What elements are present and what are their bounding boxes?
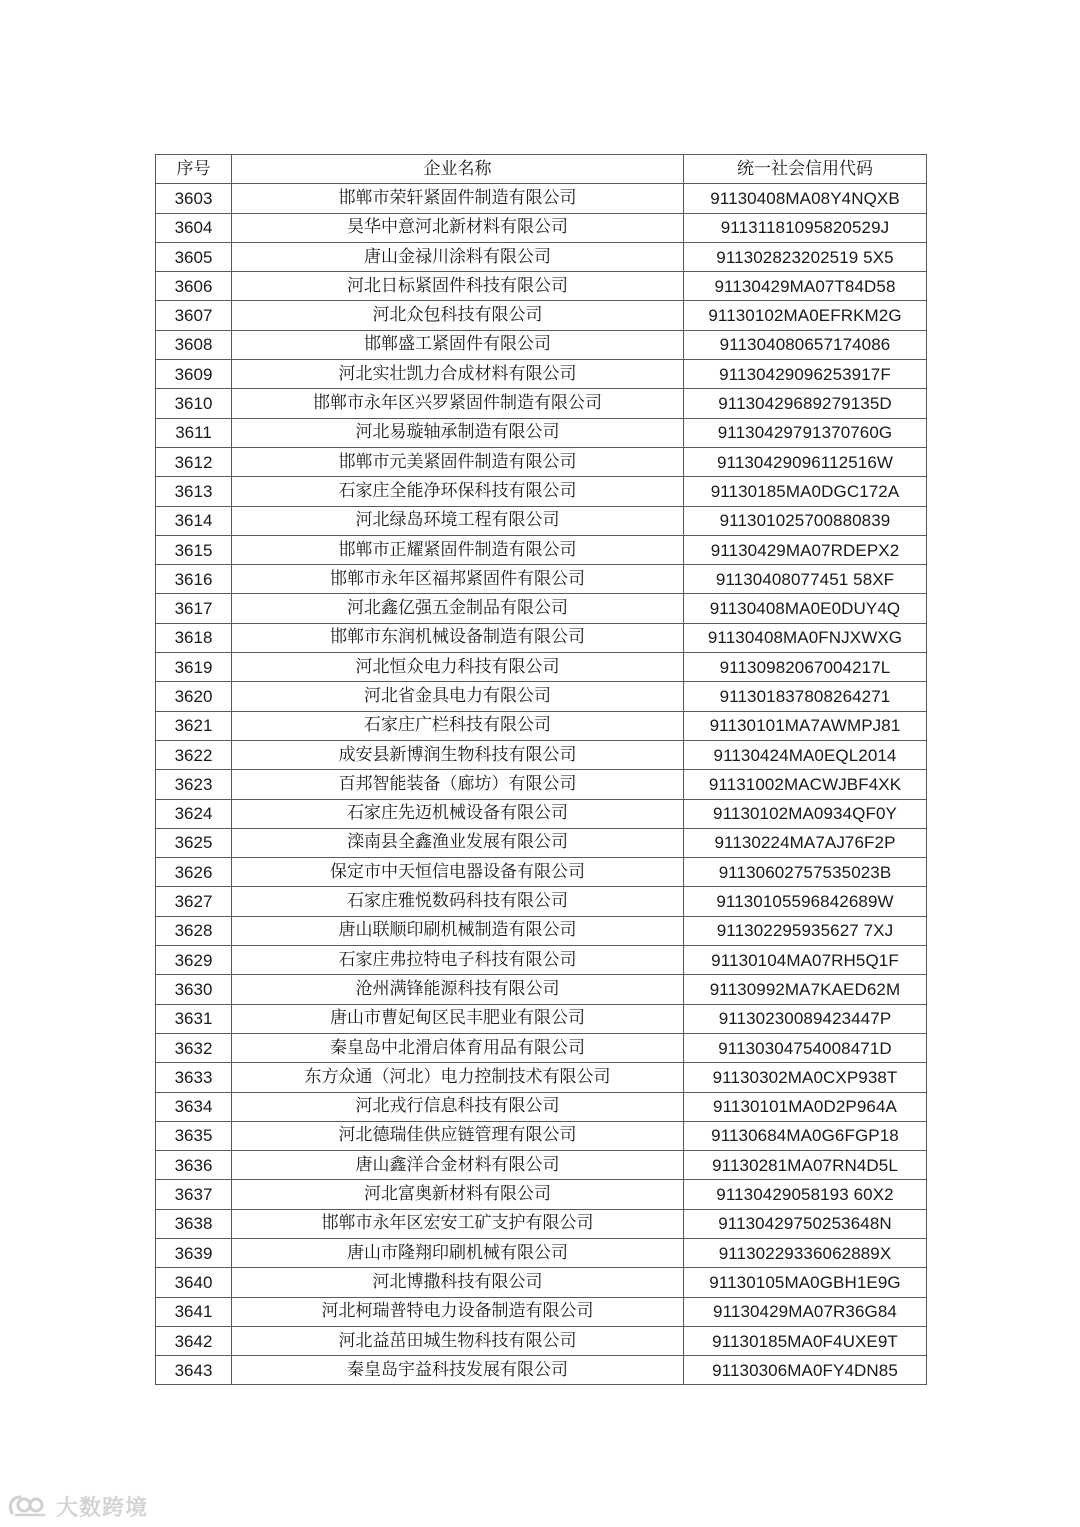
table-row (156, 711, 927, 740)
cell-seq: 3623 (156, 770, 232, 799)
cell-credit-code: 91131002MACWJBF4XK (684, 770, 927, 799)
table-row (156, 330, 927, 359)
table-row (156, 1180, 927, 1209)
cell-credit-code: 91130408MA0E0DUY4Q (684, 594, 927, 623)
cell-seq: 3606 (156, 272, 232, 301)
cell-seq: 3617 (156, 594, 232, 623)
cell-seq: 3607 (156, 301, 232, 330)
cell-company-name: 唐山鑫洋合金材料有限公司 (232, 1151, 684, 1180)
cell-seq: 3612 (156, 447, 232, 476)
cell-credit-code: 91131181095820529J (684, 213, 927, 242)
cell-credit-code: 91130230089423447P (684, 1004, 927, 1033)
cell-company-name: 昊华中意河北新材料有限公司 (232, 213, 684, 242)
cell-seq: 3604 (156, 213, 232, 242)
cell-credit-code: 91130992MA7KAED62M (684, 975, 927, 1004)
cell-company-name: 邯郸市永年区宏安工矿支护有限公司 (232, 1209, 684, 1238)
table-row (156, 418, 927, 447)
cell-company-name: 河北日标紧固件科技有限公司 (232, 272, 684, 301)
cell-credit-code: 91130429096253917F (684, 360, 927, 389)
table-row (156, 213, 927, 242)
cell-credit-code: 91130429689279135D (684, 389, 927, 418)
table-row (156, 887, 927, 916)
table-row (156, 1121, 927, 1150)
cell-company-name: 河北省金具电力有限公司 (232, 682, 684, 711)
cell-credit-code: 91130429791370760G (684, 418, 927, 447)
table-body (156, 184, 927, 1385)
cell-company-name: 河北博撒科技有限公司 (232, 1268, 684, 1297)
table-row (156, 1063, 927, 1092)
cell-company-name: 邯郸市永年区福邦紧固件有限公司 (232, 565, 684, 594)
table-row (156, 272, 927, 301)
cell-company-name: 石家庄广栏科技有限公司 (232, 711, 684, 740)
cell-credit-code: 911302823202519 5X5 (684, 242, 927, 271)
table-header-row (156, 155, 927, 184)
cell-seq: 3627 (156, 887, 232, 916)
cell-seq: 3620 (156, 682, 232, 711)
table-row (156, 975, 927, 1004)
watermark (6, 1488, 148, 1524)
cell-seq: 3629 (156, 946, 232, 975)
cell-company-name: 保定市中天恒信电器设备有限公司 (232, 858, 684, 887)
table-row (156, 360, 927, 389)
cell-seq: 3633 (156, 1063, 232, 1092)
cell-credit-code: 91130408MA0FNJXWXG (684, 623, 927, 652)
cell-company-name: 河北易璇轴承制造有限公司 (232, 418, 684, 447)
cell-seq: 3621 (156, 711, 232, 740)
enterprise-table (155, 154, 927, 1385)
cell-seq: 3628 (156, 916, 232, 945)
cell-credit-code: 91130602757535023B (684, 858, 927, 887)
cell-seq: 3631 (156, 1004, 232, 1033)
cell-company-name: 石家庄全能净环保科技有限公司 (232, 477, 684, 506)
cell-credit-code: 91130229336062889X (684, 1238, 927, 1267)
cell-company-name: 邯郸市正耀紧固件制造有限公司 (232, 535, 684, 564)
header-seq: 序号 (156, 155, 232, 184)
cell-credit-code: 91130429MA07RDEPX2 (684, 535, 927, 564)
table-row (156, 1326, 927, 1355)
table-row (156, 770, 927, 799)
table-row (156, 1033, 927, 1062)
cell-credit-code: 91130102MA0934QF0Y (684, 799, 927, 828)
cell-credit-code: 91130185MA0F4UXE9T (684, 1326, 927, 1355)
cell-credit-code: 91130304754008471D (684, 1033, 927, 1062)
cell-company-name: 石家庄先迈机械设备有限公司 (232, 799, 684, 828)
cell-credit-code: 911301837808264271 (684, 682, 927, 711)
cell-company-name: 唐山联顺印刷机械制造有限公司 (232, 916, 684, 945)
table-row (156, 184, 927, 213)
cell-company-name: 沧州满锋能源科技有限公司 (232, 975, 684, 1004)
cell-company-name: 百邦智能装备（廊坊）有限公司 (232, 770, 684, 799)
table-row (156, 828, 927, 857)
cell-credit-code: 91130224MA7AJ76F2P (684, 828, 927, 857)
cell-company-name: 河北富奥新材料有限公司 (232, 1180, 684, 1209)
cell-company-name: 河北鑫亿强五金制品有限公司 (232, 594, 684, 623)
cell-credit-code: 911302295935627 7XJ (684, 916, 927, 945)
table-row (156, 1268, 927, 1297)
cell-credit-code: 91130185MA0DGC172A (684, 477, 927, 506)
cell-credit-code: 91130408MA08Y4NQXB (684, 184, 927, 213)
cell-seq: 3610 (156, 389, 232, 418)
cell-credit-code: 91130408077451 58XF (684, 565, 927, 594)
table-row (156, 594, 927, 623)
table-row (156, 301, 927, 330)
cell-seq: 3608 (156, 330, 232, 359)
cell-company-name: 滦南县全鑫渔业发展有限公司 (232, 828, 684, 857)
table-row (156, 1092, 927, 1121)
cell-seq: 3626 (156, 858, 232, 887)
cell-credit-code: 91130302MA0CXP938T (684, 1063, 927, 1092)
cell-seq: 3639 (156, 1238, 232, 1267)
cell-credit-code: 91130429096112516W (684, 447, 927, 476)
table-row (156, 799, 927, 828)
cell-seq: 3641 (156, 1297, 232, 1326)
cell-seq: 3605 (156, 242, 232, 271)
table-row (156, 477, 927, 506)
table-row (156, 506, 927, 535)
cell-seq: 3640 (156, 1268, 232, 1297)
table-row (156, 535, 927, 564)
cell-seq: 3609 (156, 360, 232, 389)
cell-company-name: 秦皇岛中北滑启体育用品有限公司 (232, 1033, 684, 1062)
cell-credit-code: 91130982067004217L (684, 653, 927, 682)
cell-company-name: 邯郸市东润机械设备制造有限公司 (232, 623, 684, 652)
cell-credit-code: 911301025700880839 (684, 506, 927, 535)
table-row (156, 946, 927, 975)
cell-company-name: 唐山市隆翔印刷机械有限公司 (232, 1238, 684, 1267)
cell-seq: 3638 (156, 1209, 232, 1238)
cell-seq: 3618 (156, 623, 232, 652)
cell-seq: 3624 (156, 799, 232, 828)
cell-company-name: 河北益茁田城生物科技有限公司 (232, 1326, 684, 1355)
watermark-text: 大数跨境 (56, 1495, 149, 1521)
cell-credit-code: 91130684MA0G6FGP18 (684, 1121, 927, 1150)
table-row (156, 1151, 927, 1180)
cell-seq: 3635 (156, 1121, 232, 1150)
cell-credit-code: 91130306MA0FY4DN85 (684, 1356, 927, 1385)
cell-company-name: 河北众包科技有限公司 (232, 301, 684, 330)
table-row (156, 389, 927, 418)
table-row (156, 682, 927, 711)
cell-credit-code: 91130102MA0EFRKM2G (684, 301, 927, 330)
table-row (156, 740, 927, 769)
cell-company-name: 河北恒众电力科技有限公司 (232, 653, 684, 682)
cell-company-name: 邯郸盛工紧固件有限公司 (232, 330, 684, 359)
cell-credit-code: 91130281MA07RN4D5L (684, 1151, 927, 1180)
cell-credit-code: 91130105596842689W (684, 887, 927, 916)
cell-company-name: 石家庄雅悦数码科技有限公司 (232, 887, 684, 916)
cell-credit-code: 91130104MA07RH5Q1F (684, 946, 927, 975)
table-row (156, 916, 927, 945)
cell-company-name: 河北绿岛环境工程有限公司 (232, 506, 684, 535)
cell-credit-code: 91130429MA07T84D58 (684, 272, 927, 301)
cell-seq: 3634 (156, 1092, 232, 1121)
cell-seq: 3603 (156, 184, 232, 213)
table-row (156, 1356, 927, 1385)
cell-credit-code: 91130101MA7AWMPJ81 (684, 711, 927, 740)
cell-seq: 3611 (156, 418, 232, 447)
header-code: 统一社会信用代码 (684, 155, 927, 184)
cell-company-name: 河北戎行信息科技有限公司 (232, 1092, 684, 1121)
cell-company-name: 河北德瑞佳供应链管理有限公司 (232, 1121, 684, 1150)
cell-credit-code: 91130101MA0D2P964A (684, 1092, 927, 1121)
header-name: 企业名称 (232, 155, 684, 184)
table-row (156, 447, 927, 476)
table-row (156, 242, 927, 271)
cell-credit-code: 91130429MA07R36G84 (684, 1297, 927, 1326)
cell-company-name: 邯郸市永年区兴罗紧固件制造有限公司 (232, 389, 684, 418)
cell-seq: 3630 (156, 975, 232, 1004)
cell-seq: 3615 (156, 535, 232, 564)
table-row (156, 1209, 927, 1238)
cell-company-name: 邯郸市荣轩紧固件制造有限公司 (232, 184, 684, 213)
cell-company-name: 河北柯瑞普特电力设备制造有限公司 (232, 1297, 684, 1326)
table-row (156, 1004, 927, 1033)
cell-seq: 3622 (156, 740, 232, 769)
dashuju-logo-icon (6, 1491, 52, 1521)
cell-credit-code: 91130429750253648N (684, 1209, 927, 1238)
cell-company-name: 邯郸市元美紧固件制造有限公司 (232, 447, 684, 476)
cell-seq: 3642 (156, 1326, 232, 1355)
cell-seq: 3613 (156, 477, 232, 506)
cell-seq: 3632 (156, 1033, 232, 1062)
table-row (156, 1238, 927, 1267)
cell-seq: 3616 (156, 565, 232, 594)
cell-seq: 3637 (156, 1180, 232, 1209)
cell-company-name: 唐山金禄川涂料有限公司 (232, 242, 684, 271)
cell-company-name: 秦皇岛宇益科技发展有限公司 (232, 1356, 684, 1385)
cell-company-name: 唐山市曹妃甸区民丰肥业有限公司 (232, 1004, 684, 1033)
cell-company-name: 东方众通（河北）电力控制技术有限公司 (232, 1063, 684, 1092)
table-row (156, 565, 927, 594)
cell-seq: 3625 (156, 828, 232, 857)
cell-seq: 3619 (156, 653, 232, 682)
cell-company-name: 成安县新博润生物科技有限公司 (232, 740, 684, 769)
cell-credit-code: 911304080657174086 (684, 330, 927, 359)
cell-credit-code: 91130105MA0GBH1E9G (684, 1268, 927, 1297)
table-row (156, 623, 927, 652)
table-row (156, 858, 927, 887)
cell-seq: 3643 (156, 1356, 232, 1385)
table-row (156, 653, 927, 682)
cell-company-name: 河北实壮凯力合成材料有限公司 (232, 360, 684, 389)
cell-seq: 3636 (156, 1151, 232, 1180)
cell-company-name: 石家庄弗拉特电子科技有限公司 (232, 946, 684, 975)
cell-credit-code: 91130429058193 60X2 (684, 1180, 927, 1209)
cell-credit-code: 91130424MA0EQL2014 (684, 740, 927, 769)
cell-seq: 3614 (156, 506, 232, 535)
table-row (156, 1297, 927, 1326)
